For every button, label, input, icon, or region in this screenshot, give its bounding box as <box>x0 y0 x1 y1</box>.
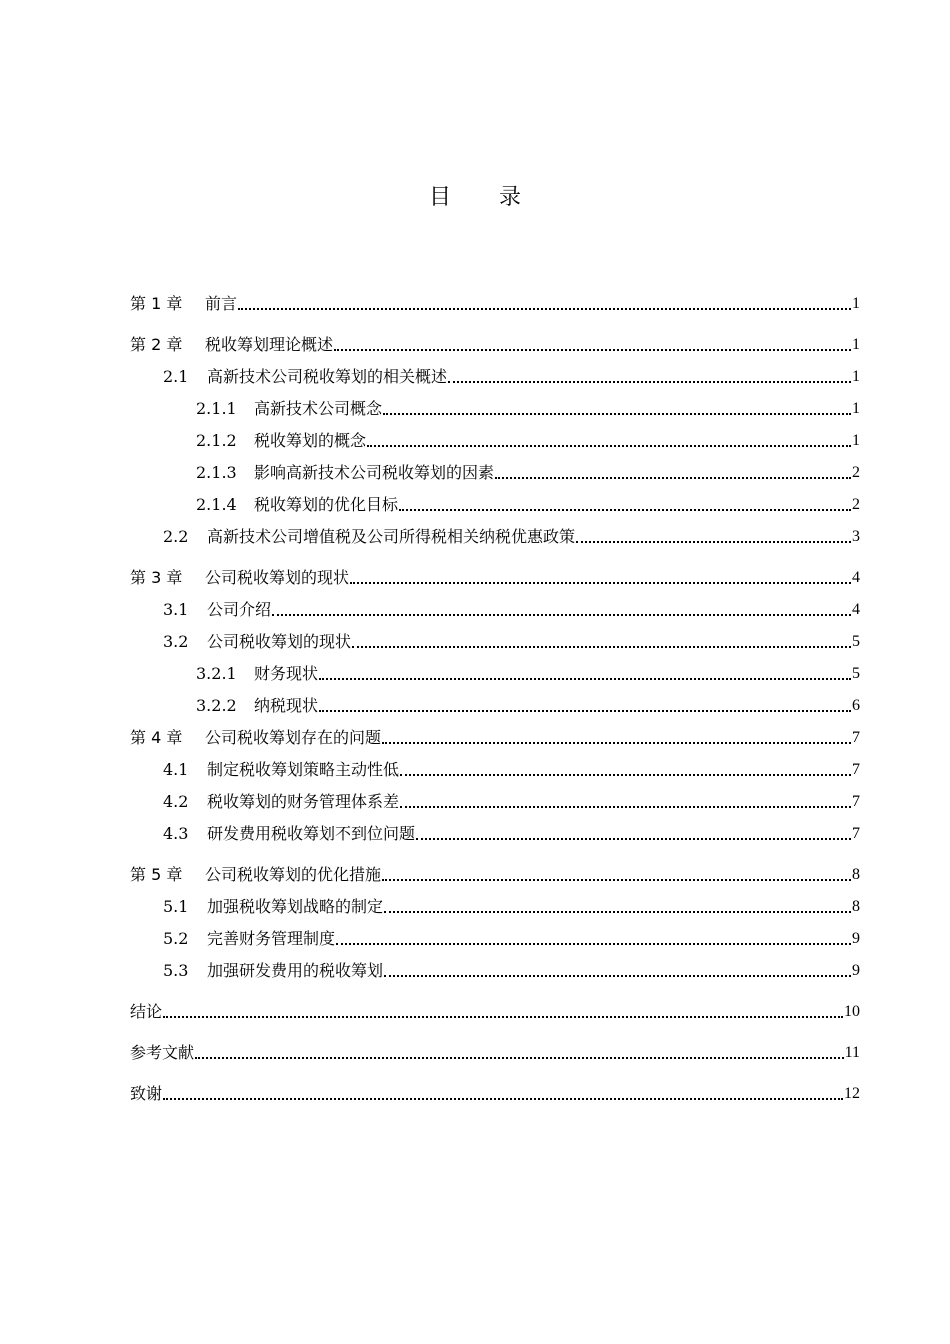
toc-entry[interactable] <box>196 397 860 419</box>
toc-entry-page-number: 1 <box>852 432 860 449</box>
toc-entry[interactable] <box>130 863 860 885</box>
toc-entry[interactable] <box>130 726 860 748</box>
dot-leader <box>400 774 851 776</box>
dot-leader <box>367 445 851 447</box>
toc-entry-label: 高新技术公司税收筹划的相关概述 <box>207 367 448 386</box>
toc-entry[interactable] <box>163 927 860 949</box>
toc-entry-number: 2.1 <box>163 367 189 386</box>
toc-entry[interactable] <box>163 895 860 917</box>
toc-entry[interactable] <box>163 365 860 387</box>
toc-entry-label: 高新技术公司增值税及公司所得税相关纳税优惠政策 <box>207 527 576 546</box>
dot-leader <box>163 1098 843 1100</box>
toc-entry-page-number: 7 <box>852 761 860 778</box>
toc-entry-number: 4.1 <box>163 760 189 779</box>
toc-entry-page-number: 1 <box>852 400 860 417</box>
toc-entry[interactable] <box>130 1000 860 1022</box>
toc-entry-page-number: 4 <box>852 569 860 586</box>
toc-entry-page-number: 9 <box>852 962 860 979</box>
dot-leader <box>238 308 851 310</box>
toc-entry[interactable] <box>196 662 860 684</box>
toc-entry[interactable] <box>163 790 860 812</box>
toc-entry-number: 5.2 <box>163 929 189 948</box>
toc-entry[interactable] <box>130 1041 860 1063</box>
toc-entry-page-number: 3 <box>852 528 860 545</box>
title-char-left: 目 <box>428 185 451 210</box>
toc-entry[interactable] <box>163 758 860 780</box>
toc-entry-number: 5.3 <box>163 961 189 980</box>
toc-entry[interactable] <box>163 525 860 547</box>
toc-entry-label: 税收筹划的概念 <box>254 431 367 450</box>
toc-entry-page-number: 5 <box>852 665 860 682</box>
dot-leader <box>399 509 851 511</box>
toc-entry-page-number: 6 <box>852 697 860 714</box>
toc-entry-label: 公司税收筹划的现状 <box>207 632 352 651</box>
toc-entry-page-number: 7 <box>852 793 860 810</box>
toc-entry[interactable] <box>196 461 860 483</box>
dot-leader <box>272 614 851 616</box>
toc-entry-number: 4.3 <box>163 824 189 843</box>
toc-entry-number: 3.2 <box>163 632 189 651</box>
toc-entry[interactable] <box>196 694 860 716</box>
toc-entry-page-number: 5 <box>852 633 860 650</box>
toc-entry[interactable] <box>130 566 860 588</box>
toc-entry[interactable] <box>163 598 860 620</box>
toc-entry-number: 3.2.1 <box>196 664 237 683</box>
toc-entry-label: 高新技术公司概念 <box>254 399 383 418</box>
toc-entry-label: 结论 <box>130 1002 163 1021</box>
dot-leader <box>163 1016 843 1018</box>
toc-entry[interactable] <box>130 333 860 355</box>
toc-entry-number: 2.1.2 <box>196 431 237 450</box>
toc-entry-page-number: 10 <box>844 1003 860 1020</box>
toc-entry-label: 参考文献 <box>130 1043 195 1062</box>
page-title <box>0 180 950 211</box>
toc-entry-page-number: 1 <box>852 336 860 353</box>
toc-entry-page-number: 2 <box>852 464 860 481</box>
toc-entry-label: 加强税收筹划战略的制定 <box>207 897 384 916</box>
toc-entry-number: 第 2 章 <box>130 335 183 354</box>
toc-entry-number: 2.2 <box>163 527 189 546</box>
toc-entry-page-number: 4 <box>852 601 860 618</box>
toc-entry[interactable] <box>196 493 860 515</box>
toc-entry[interactable] <box>163 630 860 652</box>
toc-entry-page-number: 7 <box>852 825 860 842</box>
dot-leader <box>495 477 851 479</box>
toc-entry-label: 税收筹划理论概述 <box>205 335 334 354</box>
toc-entry-label: 公司税收筹划存在的问题 <box>205 728 382 747</box>
toc-entry-number: 5.1 <box>163 897 189 916</box>
toc-entry-number: 第 1 章 <box>130 294 183 313</box>
toc-entry-label: 税收筹划的优化目标 <box>254 495 399 514</box>
toc-entry-label: 前言 <box>205 294 238 313</box>
toc-entry-page-number: 8 <box>852 866 860 883</box>
dot-leader <box>416 838 851 840</box>
dot-leader <box>195 1057 844 1059</box>
dot-leader <box>576 541 851 543</box>
toc-entry-label: 税收筹划的财务管理体系差 <box>207 792 400 811</box>
toc-entry[interactable] <box>130 292 860 314</box>
toc-entry-page-number: 1 <box>852 368 860 385</box>
toc-entry[interactable] <box>130 1082 860 1104</box>
toc-entry-label: 制定税收筹划策略主动性低 <box>207 760 400 779</box>
toc-entry-label: 影响高新技术公司税收筹划的因素 <box>254 463 495 482</box>
dot-leader <box>336 943 851 945</box>
toc-entry-number: 2.1.3 <box>196 463 237 482</box>
toc-entry-label: 完善财务管理制度 <box>207 929 336 948</box>
dot-leader <box>400 806 851 808</box>
dot-leader <box>352 646 851 648</box>
toc-entry-page-number: 2 <box>852 496 860 513</box>
toc-entry-page-number: 9 <box>852 930 860 947</box>
dot-leader <box>384 975 851 977</box>
dot-leader <box>382 742 851 744</box>
dot-leader <box>384 911 851 913</box>
toc-entry-number: 3.1 <box>163 600 189 619</box>
toc-entry[interactable] <box>163 822 860 844</box>
toc-entry[interactable] <box>196 429 860 451</box>
toc-entry-label: 纳税现状 <box>254 696 319 715</box>
toc-entry-label: 公司介绍 <box>207 600 272 619</box>
dot-leader <box>382 879 851 881</box>
toc-entry-number: 2.1.1 <box>196 399 237 418</box>
toc-entry-label: 加强研发费用的税收筹划 <box>207 961 384 980</box>
toc-entry-label: 财务现状 <box>254 664 319 683</box>
toc-entry-page-number: 11 <box>844 1044 860 1061</box>
dot-leader <box>319 678 851 680</box>
dot-leader <box>383 413 851 415</box>
toc-entry-number: 2.1.4 <box>196 495 237 514</box>
toc-entry-number: 第 5 章 <box>130 865 183 884</box>
toc-entry-number: 3.2.2 <box>196 696 237 715</box>
toc-entry-label: 公司税收筹划的优化措施 <box>205 865 382 884</box>
toc-entry-page-number: 12 <box>844 1085 860 1102</box>
toc-entry-page-number: 7 <box>852 729 860 746</box>
toc-entry-number: 第 3 章 <box>130 568 183 587</box>
toc-entry-number: 4.2 <box>163 792 189 811</box>
toc-entry-page-number: 8 <box>852 898 860 915</box>
toc-entry-label: 研发费用税收筹划不到位问题 <box>207 824 416 843</box>
dot-leader <box>319 710 851 712</box>
dot-leader <box>350 582 851 584</box>
dot-leader <box>334 349 851 351</box>
toc-entry-label: 致谢 <box>130 1084 163 1103</box>
toc-entry-page-number: 1 <box>852 295 860 312</box>
dot-leader <box>448 381 851 383</box>
toc-entry-number: 第 4 章 <box>130 728 183 747</box>
toc-entry-label: 公司税收筹划的现状 <box>205 568 350 587</box>
title-char-right: 录 <box>499 185 522 210</box>
toc-entry[interactable] <box>163 959 860 981</box>
